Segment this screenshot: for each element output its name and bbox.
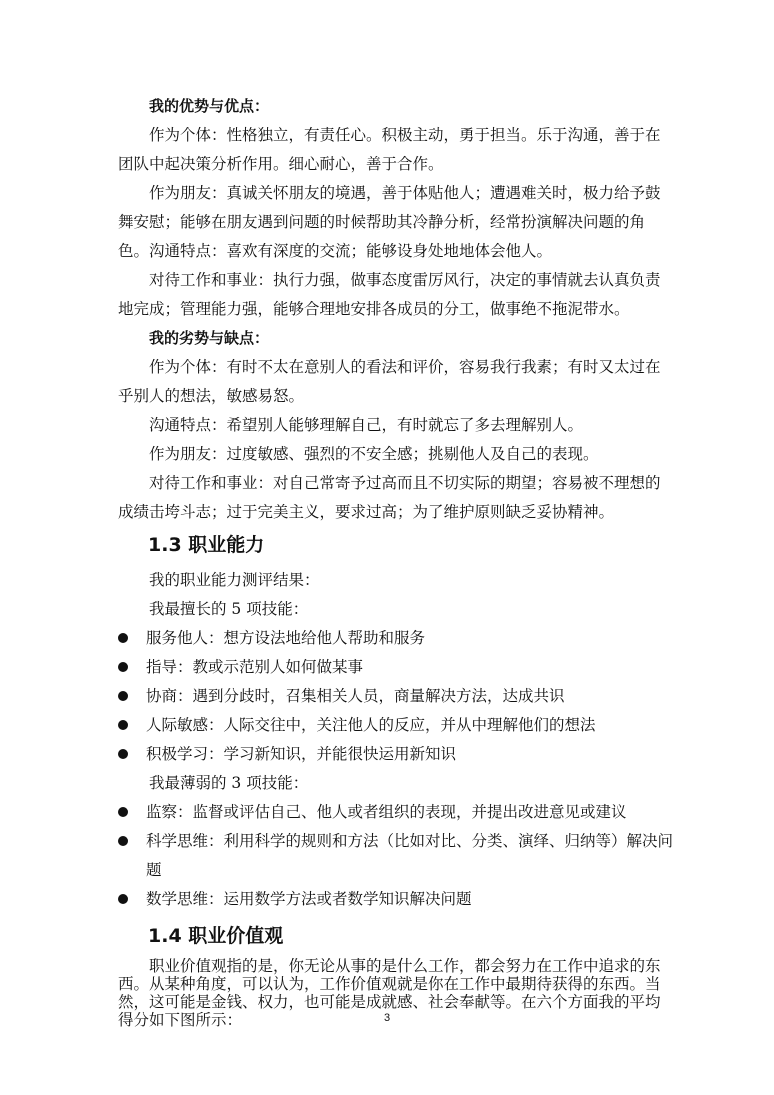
skill-text: 人际敏感：人际交往中，关注他人的反应，并从中理解他们的想法 [146, 716, 596, 734]
list-item [118, 740, 673, 769]
strength-individual: 作为个体：性格独立，有责任心。积极主动，勇于担当。乐于沟通，善于在团队中起决策分析作用。细心耐心，善于合作。 [118, 126, 661, 173]
skill-text: 积极学习：学习新知识，并能很快运用新知识 [146, 745, 457, 763]
weakness-work: 对待工作和事业：对自己常寄予过高而且不切实际的期望；容易被不理想的成绩击垮斗志；过于完美主义，要求过高；为了维护原则缺乏妥协精神。 [118, 474, 661, 521]
weakness-friend: 作为朋友：过度敏感、强烈的不安全感；挑剔他人及自己的表现。 [149, 445, 599, 463]
bullet-icon [118, 749, 128, 759]
bullet-icon [118, 662, 128, 672]
weaknesses-heading: 我的劣势与缺点： [149, 329, 270, 347]
bullet-icon [118, 836, 128, 846]
strengths-heading: 我的优势与优点： [149, 97, 270, 115]
values-paragraph: 职业价值观指的是，你无论从事的是什么工作，都会努力在工作中追求的东西。从某种角度，可以认为，工作价值观就是你在工作中最期待获得的东西。当然，这可能是金钱、权力，也可能是成就感、社会奉献等。在六个方面我的平均得分如下图所示： [118, 957, 661, 1029]
bullet-icon [118, 720, 128, 730]
skill-text: 协商：遇到分歧时，召集相关人员，商量解决方法，达成共识 [146, 687, 565, 705]
weak-skills-label: 我最薄弱的 3 项技能： [149, 774, 309, 792]
bullet-icon [118, 894, 128, 904]
list-item [118, 682, 673, 711]
skill-text: 数学思维：运用数学方法或者数学知识解决问题 [146, 890, 472, 908]
skill-text: 科学思维：利用科学的规则和方法（比如对比、分类、演绎、归纳等）解决问题 [146, 832, 674, 879]
list-item [118, 653, 673, 682]
bullet-icon [118, 691, 128, 701]
section-heading-ability: 1.3 职业能力 [148, 534, 265, 556]
weakness-communication: 沟通特点：希望别人能够理解自己，有时就忘了多去理解别人。 [149, 416, 584, 434]
section-heading-values: 1.4 职业价值观 [148, 925, 284, 947]
ability-intro: 我的职业能力测评结果： [149, 571, 320, 589]
strength-communication: 沟通特点：喜欢有深度的交流；能够设身处地地体会他人。 [149, 242, 553, 260]
strength-work: 对待工作和事业：执行力强，做事态度雷厉风行，决定的事情就去认真负责地完成；管理能力强，能够合理地安排各成员的分工，做事绝不拖泥带水。 [118, 271, 661, 318]
bullet-icon [118, 633, 128, 643]
list-item [118, 827, 673, 885]
list-item [118, 798, 673, 827]
skill-text: 指导：教或示范别人如何做某事 [146, 658, 364, 676]
list-item [118, 711, 673, 740]
skill-text: 监察：监督或评估自己、他人或者组织的表现，并提出改进意见或建议 [146, 803, 627, 821]
list-item [118, 624, 673, 653]
list-item [118, 885, 673, 914]
top-skills-label: 我最擅长的 5 项技能： [149, 600, 309, 618]
skill-text: 服务他人：想方设法地给他人帮助和服务 [146, 629, 426, 647]
strength-friend: 作为朋友：真诚关怀朋友的境遇，善于体贴他人；遭遇难关时，极力给予鼓舞安慰；能够在朋友遇到问题的时候帮助其冷静分析，经常扮演解决问题的角色。 [118, 184, 661, 260]
bullet-icon [118, 807, 128, 817]
page-number: 3 [383, 1012, 391, 1024]
weakness-individual: 作为个体：有时不太在意别人的看法和评价，容易我行我素；有时又太过在乎别人的想法，敏感易怒。 [118, 358, 661, 405]
